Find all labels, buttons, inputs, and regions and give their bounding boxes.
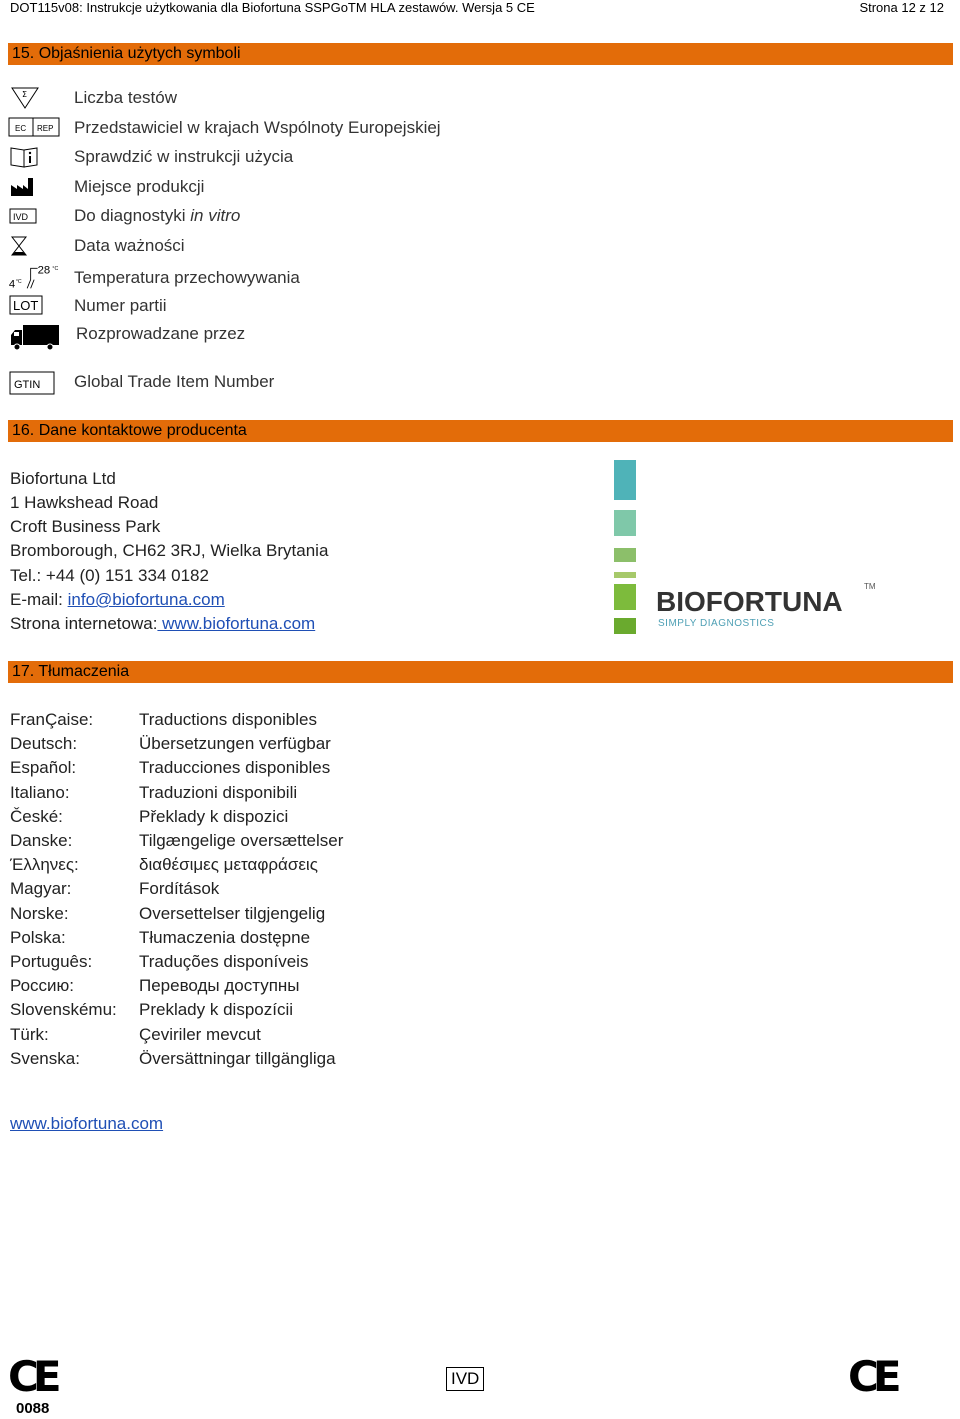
svg-text:Σ: Σ bbox=[22, 90, 28, 99]
translation-language: Magyar: bbox=[10, 879, 72, 899]
symbol-label: Liczba testów bbox=[74, 88, 177, 107]
translation-availability: Översättningar tillgängliga bbox=[139, 1048, 336, 1068]
biofortuna-logo bbox=[610, 458, 890, 636]
logo-tagline: SIMPLY DIAGNOSTICS bbox=[658, 618, 775, 629]
footer-website-link[interactable]: www.biofortuna.com bbox=[10, 1114, 164, 1133]
translation-availability: Переводы доступны bbox=[139, 976, 300, 996]
symbol-label: Global Trade Item Number bbox=[74, 372, 275, 391]
contact-website: Strona internetowa: www.biofortuna.com bbox=[10, 614, 316, 633]
translation-availability: Oversettelser tilgjengelig bbox=[139, 903, 326, 923]
translation-availability: Traductions disponibles bbox=[139, 710, 317, 729]
instructions-book-icon bbox=[8, 145, 62, 171]
translation-language: Norske: bbox=[10, 903, 69, 923]
translation-language: FranÇaise: bbox=[10, 710, 94, 729]
lot-icon bbox=[8, 294, 62, 320]
translation-availability: Çeviriler mevcut bbox=[139, 1024, 261, 1044]
svg-text:GTIN: GTIN bbox=[14, 379, 41, 391]
svg-text:LOT: LOT bbox=[13, 298, 39, 313]
translation-language: Έλληνες: bbox=[10, 855, 79, 875]
translation-language: Español: bbox=[10, 758, 77, 778]
translation-availability: Fordítások bbox=[139, 879, 220, 899]
factory-icon bbox=[8, 175, 62, 201]
translation-language: Polska: bbox=[10, 927, 66, 947]
website-link[interactable]: www.biofortuna.com bbox=[157, 614, 316, 633]
symbol-label: Sprawdzić w instrukcji użycia bbox=[74, 147, 294, 166]
ce-mark-right: CE bbox=[848, 1352, 896, 1401]
logo-wordmark: BIOFORTUNA bbox=[656, 586, 843, 617]
contact-phone: Tel.: +44 (0) 151 334 0182 bbox=[10, 566, 209, 585]
symbol-label: Data ważności bbox=[74, 236, 185, 255]
svg-text:IVD: IVD bbox=[13, 212, 29, 222]
contact-company: Biofortuna Ltd bbox=[10, 469, 116, 488]
translation-language: Slovenskému: bbox=[10, 1000, 117, 1020]
section-15-heading: 15. Objaśnienia użytych symboli bbox=[8, 43, 953, 65]
ivd-icon bbox=[8, 204, 62, 230]
section-17-heading: 17. Tłumaczenia bbox=[8, 661, 953, 683]
svg-text:REP: REP bbox=[37, 124, 54, 133]
svg-text:°C: °C bbox=[52, 266, 59, 273]
temperature-icon bbox=[8, 262, 62, 292]
ec-rep-icon bbox=[8, 116, 62, 142]
translation-language: Danske: bbox=[10, 831, 73, 850]
truck-icon bbox=[8, 322, 62, 352]
translation-language: Português: bbox=[10, 952, 93, 971]
translation-availability: διαθέσιμες μεταφράσεις bbox=[139, 855, 318, 875]
svg-text:4: 4 bbox=[8, 278, 16, 291]
page-header-title: DOT115v08: Instrukcje użytkowania dla Biofortuna SSPGoTM HLA zestawów. Wersja 5 CE bbox=[10, 0, 535, 15]
contact-address-line: Croft Business Park bbox=[10, 517, 161, 536]
symbol-label: Przedstawiciel w krajach Wspólnoty Europejskiej bbox=[74, 118, 441, 137]
contact-address-line: 1 Hawkshead Road bbox=[10, 493, 159, 512]
contact-email: E-mail: info@biofortuna.com bbox=[10, 590, 225, 609]
translation-availability: Tilgængelige oversættelser bbox=[139, 831, 344, 850]
symbol-label: Temperatura przechowywania bbox=[74, 268, 300, 287]
symbol-label: Rozprowadzane przez bbox=[76, 324, 246, 343]
gtin-icon bbox=[8, 369, 62, 399]
ce-mark-left: CE bbox=[8, 1352, 56, 1401]
translation-availability: Traducciones disponibles bbox=[139, 758, 331, 778]
translation-availability: Preklady k dispozícii bbox=[139, 1000, 294, 1020]
contact-address-line: Bromborough, CH62 3RJ, Wielka Brytania bbox=[10, 541, 329, 560]
symbol-label: Numer partii bbox=[74, 296, 167, 315]
translation-language: Deutsch: bbox=[10, 734, 78, 754]
svg-text:28: 28 bbox=[37, 264, 51, 277]
svg-text:°C: °C bbox=[15, 279, 22, 286]
svg-text:EC: EC bbox=[15, 124, 27, 133]
page-number: Strona 12 z 12 bbox=[859, 0, 944, 15]
email-link[interactable]: info@biofortuna.com bbox=[67, 590, 225, 609]
ivd-mark: IVD bbox=[446, 1367, 484, 1391]
symbol-label: Do diagnostyki in vitro bbox=[74, 206, 241, 225]
translation-availability: Traduzioni disponibili bbox=[139, 782, 298, 802]
logo-trademark: TM bbox=[864, 582, 876, 591]
hourglass-icon bbox=[8, 234, 62, 260]
translation-language: Россию: bbox=[10, 976, 75, 996]
translation-language: České: bbox=[10, 806, 63, 826]
sigma-triangle-icon bbox=[8, 86, 62, 112]
section-16-heading: 16. Dane kontaktowe producenta bbox=[8, 420, 953, 442]
translation-availability: Tłumaczenia dostępne bbox=[139, 927, 311, 947]
translation-availability: Traduções disponíveis bbox=[139, 952, 309, 971]
translation-availability: Překlady k dispozici bbox=[139, 806, 289, 826]
translation-language: Türk: bbox=[10, 1024, 49, 1044]
translation-language: Italiano: bbox=[10, 782, 70, 802]
symbol-label: Miejsce produkcji bbox=[74, 177, 205, 196]
notified-body-number: 0088 bbox=[16, 1400, 50, 1417]
translation-language: Svenska: bbox=[10, 1048, 80, 1068]
translation-availability: Übersetzungen verfügbar bbox=[139, 734, 331, 754]
